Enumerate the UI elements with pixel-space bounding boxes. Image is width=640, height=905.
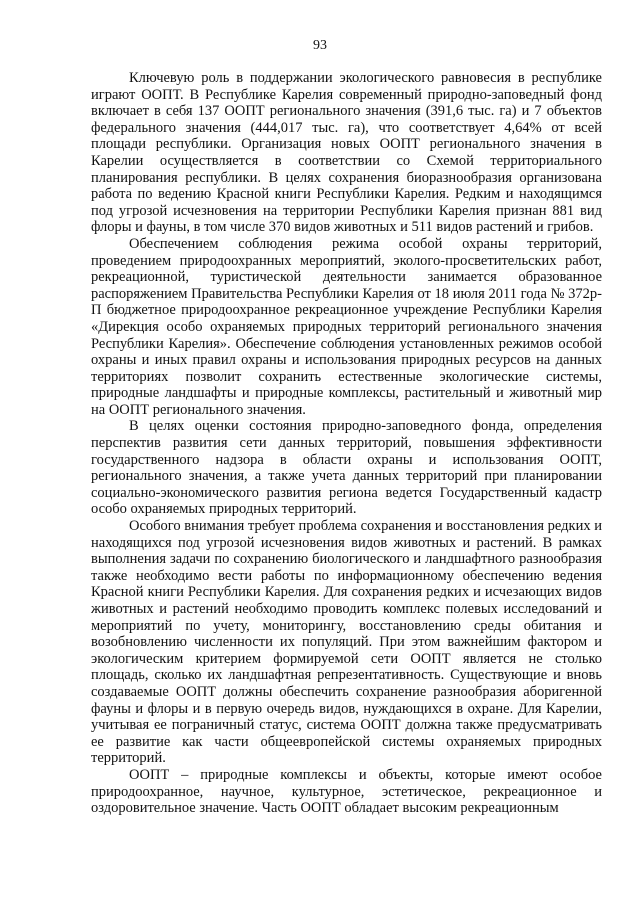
body-text [91,70,602,817]
paragraph-oopt-definition: ООПТ – природные комплексы и объекты, которые имеют особое природоохранное, научное, культурное, эстетическое, рекреационное и оздоровительное значение. Часть ООПТ обладает высоким рекреационным [91,766,602,817]
paragraph-protected-areas-role: Ключевую роль в поддержании экологического равновесия в республике играют ООПТ. В Республике Карелия современный природно-заповедный фонд включает в себя 137 ООПТ регионального значения (391,6 тыс. га) и 7 объектов федерального значения (444,017 тыс. га), что соответствует 4,64% от всей площади республики. Организация новых ООПТ регионального значения в Карелии осуществляется в соответствии со Схемой территориального планирования республики. В целях сохранения биоразнообразия организована работа по ведению Красной книги Республики Карелия. Редким и находящимся под угрозой исчезновения на территории Республики Карелия признан 881 вид флоры и фауны, в том числе 370 видов животных и 511 видов растений и грибов. [91,70,602,236]
paragraph-rare-species: Особого внимания требует проблема сохранения и восстановления редких и находящихся под угрозой исчезновения видов животных и растений. В рамках выполнения задачи по сохранению биологического и ландшафтного разнообразия также необходимо вести работы по информационному обеспечению ведения Красной книги Республики Карелия. Для сохранения редких и исчезающих видов животных и растений необходимо проводить комплекс полевых исследований и мероприятий по учету, мониторингу, восстановлению среды обитания и возобновлению численности их популяций. При этом важнейшим фактором и экологическим критерием формируемой сети ООПТ является не столько площадь, сколько их ландшафтная репрезентативность. Существующие и вновь создаваемые ООПТ должны обеспечить сохранение разнообразия аборигенной фауны и флоры и в первую очередь видов, нуждающихся в охране. Для Карелии, учитывая ее пограничный статус, система ООПТ должна также предусматривать ее развитие как части общеевропейской системы охраняемых природных территорий. [91,518,602,767]
paragraph-regime-enforcement: Обеспечением соблюдения режима особой охраны территорий, проведением природоохранных мероприятий, эколого-просветительских работ, рекреационной, туристической деятельности занимается образованное распоряжением Правительства Республики Карелия от 18 июля 2011 года № 372р-П бюджетное природоохранное рекреационное учреждение Республики Карелия «Дирекция особо охраняемых природных территорий регионального значения Республики Карелия». Обеспечение соблюдения установленных режимов особой охраны и иных правил охраны и использования природных ресурсов на данных территориях позволит сохранить естественные экологические системы, природные ландшафты и природные комплексы, растительный и животный мир на ООПТ регионального значения. [91,235,602,418]
page-number: 93 [313,38,327,53]
paragraph-state-cadastre: В целях оценки состояния природно-заповедного фонда, определения перспектив развития сети данных территорий, повышения эффективности государственного надзора в области охраны и использования ООПТ, регионального значения, а также учета данных территорий при планировании социально-экономического развития региона ведется Государственный кадастр особо охраняемых природных территорий. [91,418,602,518]
